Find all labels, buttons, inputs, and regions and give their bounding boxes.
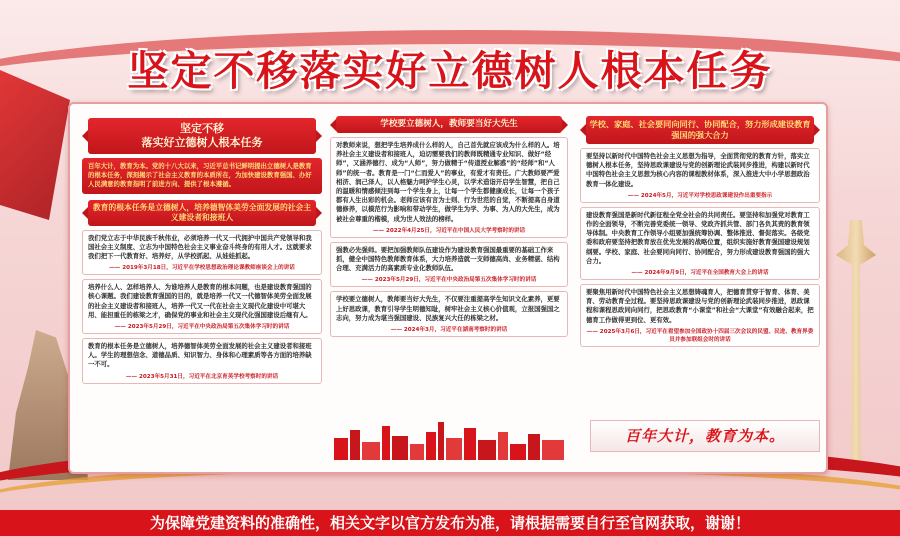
quote-source: —— 2023年5月29日，习近平在中央政治局第五次集体学习时的讲话	[336, 275, 562, 283]
quote-card	[580, 284, 820, 347]
huabiao-column-decoration	[836, 220, 876, 470]
quote-source: —— 2024年3月，习近平在湖南考察时的讲话	[336, 325, 562, 333]
quote-source: —— 2022年4月25日，习近平在中国人民大学考察时的讲话	[336, 226, 562, 234]
quote-card	[330, 291, 568, 337]
column-2	[330, 112, 568, 337]
quote-source: —— 2019年3月18日，习近平在学校思想政治理论课教师座谈会上的讲话	[88, 263, 316, 271]
quote-source: —— 2023年5月31日，习近平在北京育英学校考察时的讲话	[88, 372, 316, 380]
quote-source: —— 2024年9月9日，习近平在全国教育大会上的讲话	[586, 268, 814, 276]
quote-card	[580, 207, 820, 280]
quote-card	[330, 137, 568, 238]
quote-source: —— 2023年5月29日，习近平在中央政治局第五次集体学习时的讲话	[88, 322, 316, 330]
quote-card	[330, 242, 568, 288]
quote-card	[82, 279, 322, 334]
intro-text: 百年大计，教育为本。党的十八大以来，习近平总书记鲜明提出立德树人是教育的根本任务，深刻揭示了社会主义教育的本质所在，为加快建设教育强国、办好人民满意的教育指明了前进方向、提供了根本遵循。	[88, 162, 312, 189]
quote-text: 要坚持以新时代中国特色社会主义思想为指导，全面贯彻党的教育方针，落实立德树人根本任务，坚持思政课建设与党的创新理论武装同步推进，构建以新时代中国特色社会主义思想为核心内容的课程教材体系，深入推进大中小学思想政治教育一体化建设。	[586, 152, 810, 188]
quote-text: 培养什么人、怎样培养人、为谁培养人是教育的根本问题，也是建设教育强国的核心课题。我们建设教育强国的目的，就是培养一代又一代德智体美劳全面发展的社会主义建设者和接班人，培养一代又一代在社会主义现代化建设中可堪大用、能担重任的栋梁之才，确保党的事业和社会主义现代化强国建设后继有人。	[88, 283, 312, 319]
page-title: 坚定不移落实好立德树人根本任务	[127, 47, 773, 95]
quote-card	[82, 338, 322, 384]
column-1-section-header: 教育的根本任务是立德树人，培养德智体美劳全面发展的社会主义建设者和接班人	[88, 200, 316, 226]
quote-text: 对教师来说，想把学生培养成什么样的人，自己首先就应该成为什么样的人。培养社会主义建设者和接班人，迫切需要我们的教师既精通专业知识、做好“经师”，又涵养德行、成为“人师”，努力做精于“传道授业解惑”的“经师”和“人师”的统一者。教育是一门“仁而爱人”的事业，有爱才有责任。广大教师要严爱相济、润己泽人，以人格魅力呵护学生心灵，以学术造诣开启学生智慧，把自己的温暖和情感倾注到每一个学生身上，让每一个学生都健康成长，让每一个孩子都有人生出彩的机会。老师应该有言为士则、行为世范的自觉，不断提高自身道德修养，以模范行为影响和带动学生，做学生为学、为事、为人的大先生，成为被社会尊重的楷模，成为世人效法的榜样。	[336, 141, 560, 223]
quote-text: 教育的根本任务是立德树人，培养德智体美劳全面发展的社会主义建设者和接班人。学生的理想信念、道德品质、知识智力、身体和心理素质等各方面的培养缺一不可。	[88, 342, 312, 369]
quote-card	[82, 230, 322, 276]
column-1-header-line1: 坚定不移	[180, 122, 224, 135]
column-1-intro	[82, 158, 322, 194]
quote-text: 我们党立志于中华民族千秋伟业，必须培养一代又一代拥护中国共产党领导和我国社会主义制度、立志为中国特色社会主义事业奋斗终身的有用人才。这就要求我们把下一代教育好、培养好，从学校抓起、从娃娃抓起。	[88, 233, 312, 261]
quote-card	[580, 148, 820, 203]
quote-text: 强教必先强师。要把加强教师队伍建设作为建设教育强国最重要的基础工作来抓，健全中国特色教师教育体系，大力培养造就一支师德高尚、业务精湛、结构合理、充满活力的高素质专业化教师队伍。	[336, 245, 560, 273]
column-1	[82, 112, 322, 384]
column-2-header: 学校要立德树人，教师要当好大先生	[336, 116, 562, 133]
column-1-header-line2: 落实好立德树人根本任务	[141, 136, 263, 149]
quote-source: —— 2024年5月，习近平对学校思政课建设作出重要指示	[586, 191, 814, 199]
quote-text: 学校要立德树人，教师要当好大先生，不仅要注重提高学生知识文化素养，更要上好思政课，教育引导学生明德知耻，树牢社会主义核心价值观，立报国强国之志向，努力成为堪当强国建设、民族复兴大任的栋梁之材。	[336, 295, 560, 322]
quote-text: 要聚焦用新时代中国特色社会主义思想铸魂育人，把德育贯穿于智育、体育、美育、劳动教育全过程。要坚持思政课建设与党的创新理论武装同步推进，思政课程和课程思政同向同行，把思政教育“小课堂”和社会“大课堂”有效融合起来，把德育工作做得更到位、更有效。	[586, 288, 814, 324]
column-3-header: 学校、家庭、社会要同向同行、协同配合，努力形成建设教育强国的强大合力	[586, 116, 814, 144]
column-3	[580, 112, 820, 347]
quote-text: 建设教育强国是新时代新征程全党全社会的共同责任。要坚持和加强党对教育工作的全面领导，不断完善党委统一领导、党政齐抓共管、部门各负其责的教育领导体制。中央教育工作领导小组要加强统筹协调、整体推进、督促落实。各级党委和政府要坚持把教育放在优先发展的战略位置，组织实施好教育强国建设规划纲要。学校、家庭、社会要同向同行、协同配合，努力形成建设教育强国的强大合力。	[586, 210, 810, 265]
city-skyline-decoration	[334, 420, 564, 460]
footer-disclaimer: 为保障党建资料的准确性，相关文字以官方发布为准，请根据需要自行至官网获取，谢谢！	[0, 510, 900, 536]
column-1-header	[88, 118, 316, 154]
quote-source: —— 2025年3月6日，习近平在看望参加全国政协十四届三次会议的民盟、民进、教育界委员并参加联组会时的讲话	[586, 327, 814, 343]
slogan-banner: 百年大计，教育为本。	[590, 420, 820, 452]
